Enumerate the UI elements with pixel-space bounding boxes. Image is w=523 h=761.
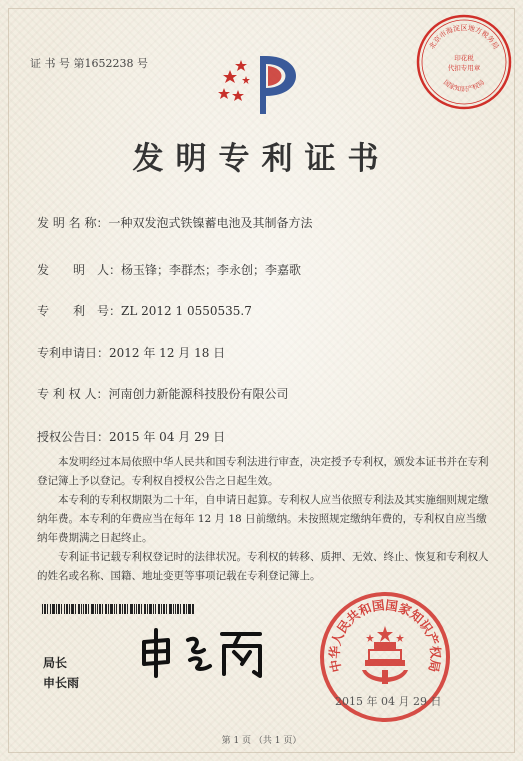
director-title: 局长 (43, 656, 68, 670)
issue-date: 2015 年 04 月 29 日 (335, 695, 442, 708)
svg-text:北京市海淀区地方税务局 (427, 23, 500, 50)
body-paragraph-3: 专利证书记载专利权登记时的法律状况。专利权的转移、质押、无效、终止、恢复和专利权人的姓名或名称、国籍、地址变更等事项记载在专利登记簿上。 (37, 551, 489, 582)
patent-office-logo-icon (216, 52, 306, 118)
invention-name-label: 发 明 名 称： (37, 216, 109, 230)
patent-number-row (37, 302, 252, 319)
tax-seal-line2: 代扣专用章 (447, 64, 481, 72)
patent-number-label: 专 利 号： (37, 304, 122, 318)
national-seal-text: 中华人民共和国国家知识产权局 (326, 597, 444, 674)
application-date-label: 专利申请日： (37, 346, 110, 360)
grant-date-label: 授权公告日： (37, 430, 110, 444)
body-paragraph-2: 本专利的专利权期限为二十年，自申请日起算。专利权人应当依照专利法及其实施细则规定缴纳年费。本专利的年费应当在每年 12 月 18 日前缴纳。未按照规定缴纳年费的，专利权自应当缴纳年费期满之日起终止。 (37, 494, 489, 544)
tax-seal-icon (414, 12, 514, 112)
patentee-value: 河南创力新能源科技股份有限公司 (108, 387, 289, 401)
patentee-row (37, 385, 288, 402)
patentee-label: 专 利 权 人： (37, 387, 109, 401)
handwritten-signature (138, 626, 268, 680)
director-name: 申长雨 (43, 676, 80, 690)
certificate-body (37, 453, 492, 586)
tax-seal-line1: 印花税 (454, 54, 474, 62)
invention-name-value: 一种双发泡式铁镍蓄电池及其制备方法 (108, 216, 313, 230)
inventor-value: 杨玉锋；李群杰；李永创；李嘉歌 (121, 263, 302, 277)
inventor-label: 发 明 人： (37, 263, 122, 277)
grant-date-value: 2015 年 04 月 29 日 (109, 430, 226, 444)
page-title: 发明专利证书 (132, 141, 391, 177)
inventor-row (37, 261, 301, 278)
barcode-icon (42, 604, 194, 614)
application-date-value: 2012 年 12 月 18 日 (109, 346, 226, 360)
svg-text:国家知识产权局 (442, 78, 486, 94)
tax-seal-bottom-text: 国家知识产权局 (441, 78, 487, 94)
grant-date-row (37, 428, 225, 445)
patent-number-value: ZL 2012 1 0550535.7 (121, 304, 252, 318)
page-footer: 第 1 页 （共 1 页） (221, 736, 302, 746)
body-paragraph-1: 本发明经过本局依照中华人民共和国专利法进行审查，决定授予专利权，颁发本证书并在专利登记簿上予以登记。专利权自授权公告之日起生效。 (37, 456, 489, 487)
invention-name-row (37, 214, 312, 231)
application-date-row (37, 344, 225, 361)
tax-seal-text: 北京市海淀区地方税务局 (427, 24, 501, 51)
certificate-number: 证 书 号 第1652238 号 (30, 57, 148, 70)
